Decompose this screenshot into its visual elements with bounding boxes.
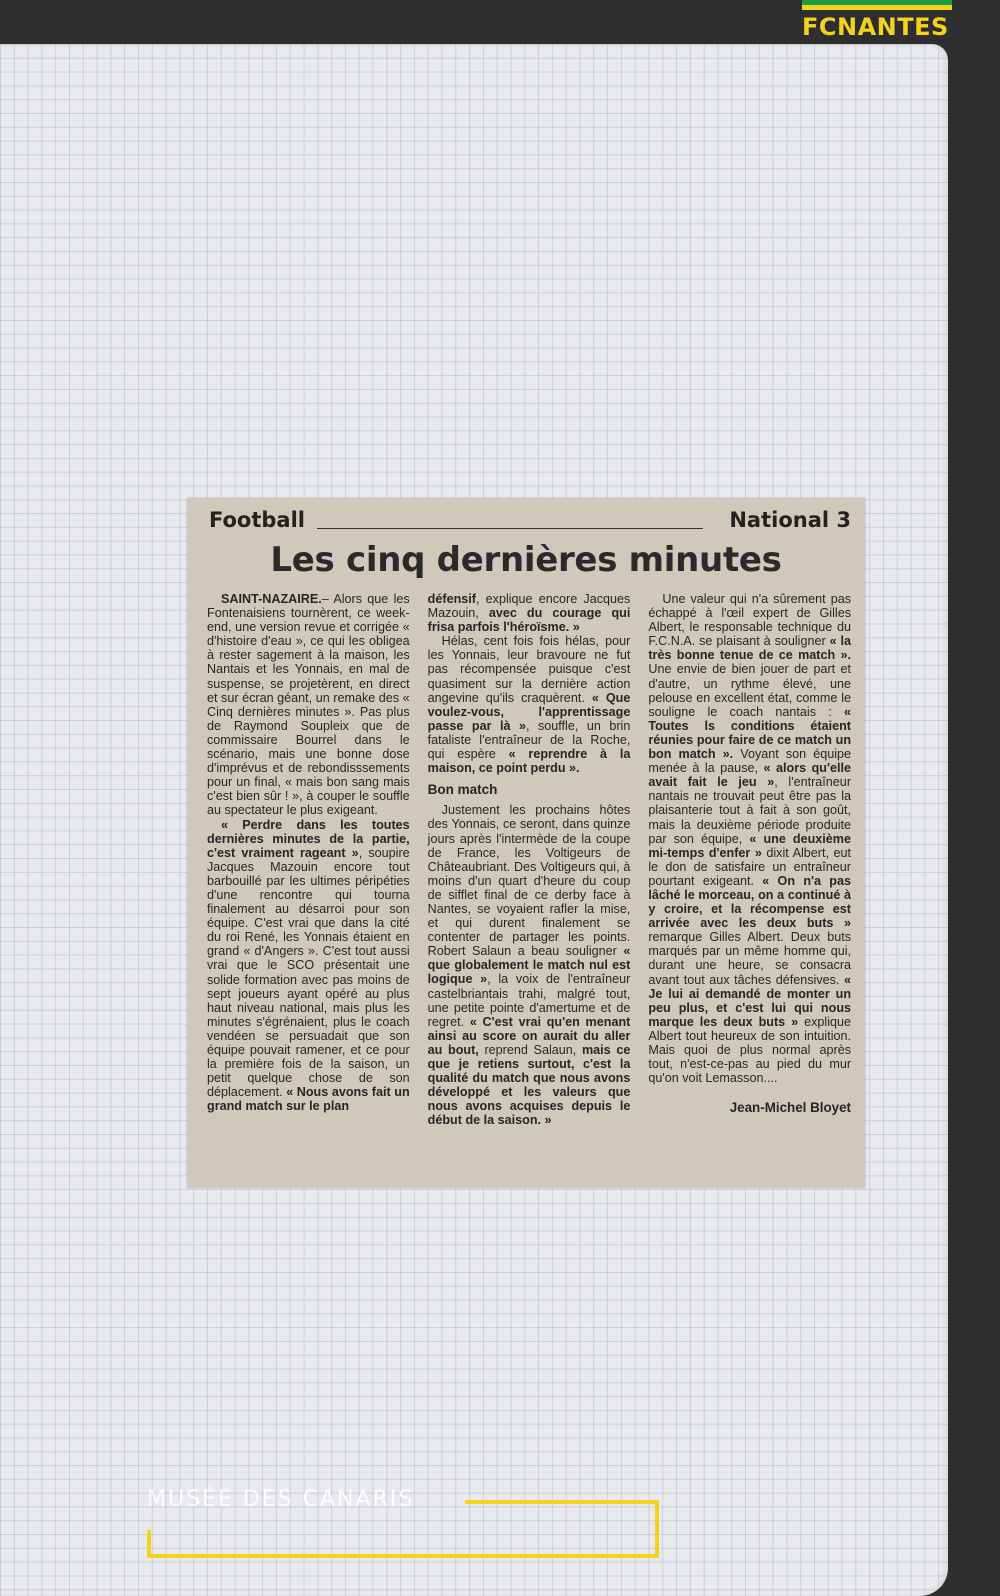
quote: « C'est vrai qu'en menant ainsi au score on aurait du aller au bout,: [427, 1014, 631, 1057]
quote: « reprendre à la maison, ce point perdu ».: [427, 747, 631, 776]
paragraph-text: dixit Albert, eut le don de satisfaire un entraîneur pourtant exigeant.: [648, 845, 852, 888]
rubric-row: [207, 508, 853, 536]
paragraph-text: Voyant son équipe menée à la pause,: [648, 747, 852, 776]
quote: « Nous avons fait un grand match sur le plan: [207, 1085, 410, 1114]
paragraph: [428, 803, 631, 1127]
quote: mais ce que je retiens surtout, c'est la qualité du match que nous avons développé et les valeurs que nous avons acquises depuis le début de la saison. »: [427, 1042, 631, 1128]
article-column-2: [428, 592, 631, 1176]
paragraph: [648, 592, 851, 1085]
quote: défensif: [427, 592, 476, 606]
paragraph: [207, 592, 410, 818]
frame-edge: [147, 1554, 659, 1558]
article-byline: Jean-Michel Bloyet: [729, 1100, 852, 1116]
quote: « Je lui ai demandé de monter un peu plus, et c'est lui qui nous marque les deux buts »: [648, 972, 852, 1029]
paragraph-text: Une valeur qui n'a sûrement pas échappé à l'œil expert de Gilles Albert, le responsable technique du F.C.N.A. se plaisant à souligner: [648, 592, 852, 649]
paragraph: [207, 818, 410, 1114]
dateline: SAINT-NAZAIRE.: [221, 592, 322, 606]
quote: « Perdre dans les toutes dernières minutes de la partie, c'est vraiment rageant »: [207, 817, 410, 860]
quote: « alors qu'elle avait fait le jeu »: [648, 761, 852, 790]
brand-logo: [802, 0, 952, 44]
quote: « la très bonne tenue de ce match ».: [648, 634, 852, 663]
brand-stripes: [802, 0, 952, 10]
paragraph-text: Justement les prochains hôtes des Yonnais, ce seront, dans quinze jours après l'intermède de la coupe de France, les Voltigeurs de Châteaubriant. Des Voltigeurs qui, à moins d'un quart d'heure du coup de sifflet final de ce derby face à Nantes, se voyaient rafler la mise, et qui durent finalement se contenter de partager les points. Robert Salaun a beau souligner: [427, 803, 631, 959]
quote: « Toutes ls conditions étaient réunies pour faire de ce match un bon match ».: [648, 704, 852, 762]
paragraph-text: , l'entraîneur nantais ne trouvait peut être pas la plaisanterie tout à fait à son goût, mais la deuxième période produite par son équipe,: [648, 775, 852, 846]
rubric-sport: Football: [209, 508, 305, 532]
paragraph-text: Hélas, cent fois fois hélas, pour les Yonnais, leur bravoure ne fut pas récompensée puisque c'est quasiment sur la dernière action angevine qu'ils craquèrent.: [427, 634, 631, 705]
quote: avec du courage qui frisa parfois l'héroïsme. »: [427, 606, 631, 635]
newspaper-clipping: [187, 498, 865, 1188]
paragraph: [428, 634, 631, 775]
article-column-1: [207, 592, 410, 1176]
frame-edge: [655, 1500, 659, 1558]
paragraph-text: , souffle, un brin fataliste l'entraîneur de la Roche, qui espère: [427, 718, 631, 762]
rubric-division: National 3: [729, 508, 851, 532]
paragraph-text: remarque Gilles Albert. Deux buts marqués par un même homme qui, durant une heure, se consacra avant tout aux tâches défensives.: [648, 930, 852, 987]
brand-name: FCNANTES: [802, 13, 949, 41]
paragraph-text: , soupire Jacques Mazouin encore tout barbouillé par les ultimes péripéties d'une rencontre qui tourna finalement au désarroi pour son équipe. C'est vrai que dans la cité du roi René, les Yonnais étaient en grand « d'Angers ». C'est tout aussi vrai que le SCO présentait une solide formation avec pas moins de sept joueurs ayant opéré au plus haut niveau national, mais plus les minutes s'égrénaient, plus le coach vendéen se persuadait que son équipe pouvait ramener, et ce pour la première fois de la saison, un petit quelque chose de son déplacement.: [207, 845, 410, 1100]
frame-edge: [147, 1530, 151, 1558]
paragraph-text: – Alors que les Fontenaisiens tournèrent, ce week-end, une version revue et corrigée « d'histoire d'eau », ce qui les obligea à rester sagement à la maison, les Nantais et les Yonnais, en mal de suspense, se projetèrent, en direct et sur écran géant, un remake des « Cinq dernières minutes ». Pas plus de Raymond Soupleix que de commissaire Bourrel dans le scénario, mais une bonne dose d'imprévus et de rebondisssements pour un final, « mais bon sang mais c'est bien sûr ! », à couper le souffle au spectateur le plus exigeant.: [207, 592, 410, 818]
paragraph-text: , explique encore Jacques Mazouin,: [427, 592, 631, 621]
article-column-3: [648, 592, 851, 1176]
paragraph: [428, 592, 631, 634]
quote: « une deuxième mi-temps d'enfer »: [648, 831, 852, 860]
brand-stripe-yellow: [802, 5, 952, 10]
article-body: [207, 592, 851, 1176]
frame-edge: [465, 1500, 659, 1504]
quote: « Que voulez-vous, l'apprentissage passe par là »: [427, 690, 631, 733]
quote: « On n'a pas lâché le morceau, on a continué à y croire, et la récompense est arrivée avec les deux buts »: [648, 873, 852, 931]
paragraph-text: reprend Salaun,: [478, 1042, 582, 1057]
paragraph-text: , la voix de l'entraîneur castelbriantais trahi, malgré tout, une petite pointe d'amertume et de regret.: [427, 972, 631, 1029]
paragraph-text: explique Albert tout heureux de son intuition. Mais quoi de plus normal après tout, n'est-ce-pas au pied du mur qu'on voit Lemasson....: [648, 1014, 852, 1086]
paragraph-text: Une envie de bien jouer de part et d'autre, un rythme élevé, une pelouse en excellent état, comme le souligne le coach nantais :: [648, 662, 852, 719]
rubric-rule: [317, 528, 703, 529]
article-headline: Les cinq dernières minutes: [270, 540, 782, 580]
museum-frame: [147, 1500, 659, 1558]
article-subhead: Bon match: [427, 782, 498, 798]
quote: « que globalement le match nul est logique »: [427, 944, 631, 987]
museum-watermark: MUSÉE DES CANARIS: [147, 1487, 415, 1512]
